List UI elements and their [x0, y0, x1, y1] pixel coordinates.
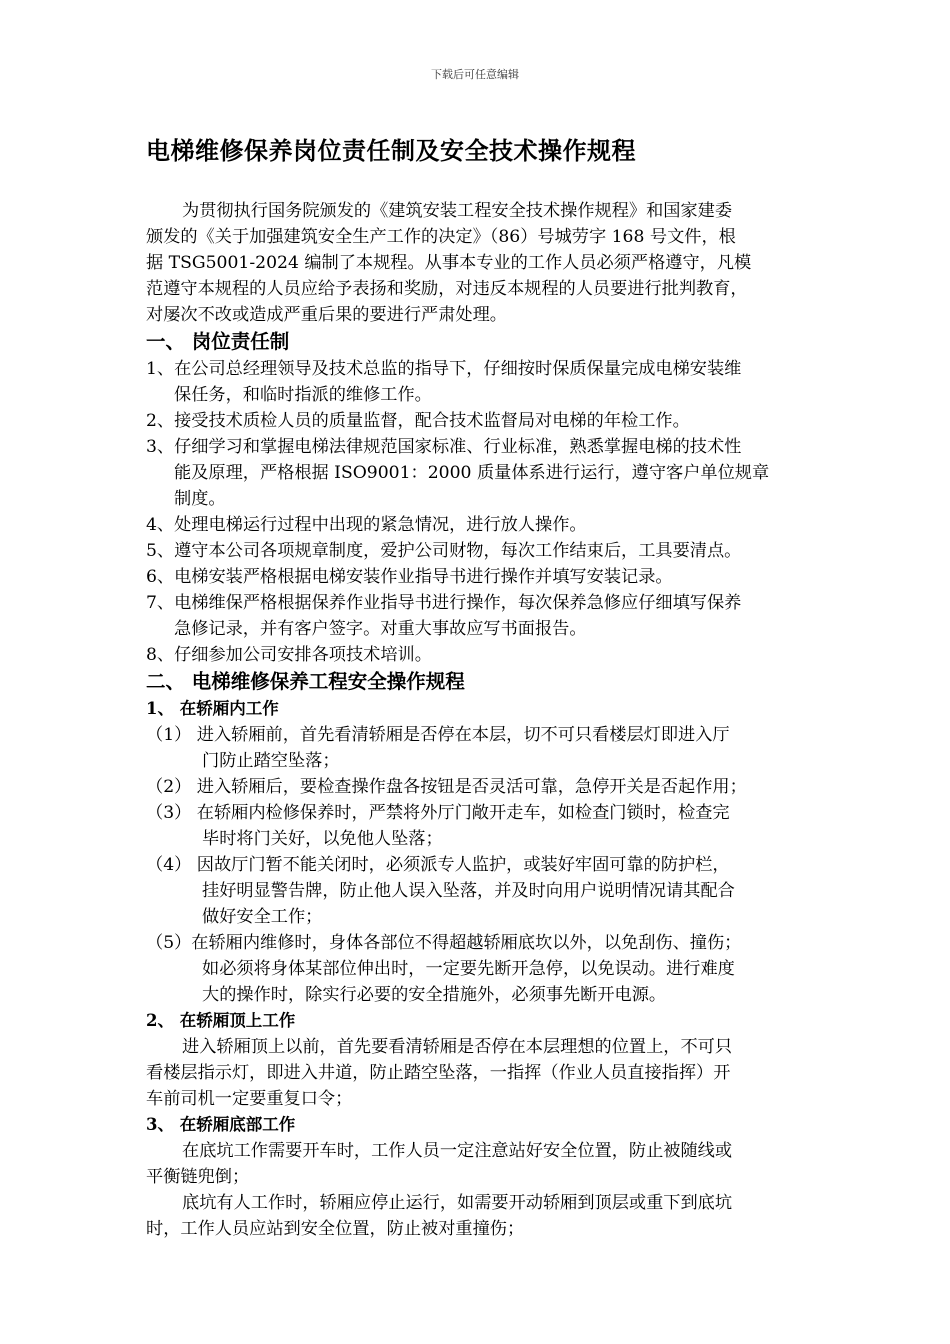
intro-line: 据 TSG5001-2024 编制了本规程。从事本专业的工作人员必须严格遵守，凡模	[146, 253, 752, 273]
duty-item	[146, 642, 818, 668]
duty-line: 2、接受技术质检人员的质量监督，配合技术监督局对电梯的年检工作。	[146, 411, 690, 431]
duty-line: 制度。	[174, 489, 226, 509]
pit-paragraph	[146, 1138, 818, 1190]
duty-item	[146, 512, 818, 538]
paragraph-line: 底坑有人工作时，轿厢应停止运行，如需要开动轿厢到顶层或重下到底坑	[182, 1193, 733, 1213]
duty-item	[146, 538, 818, 564]
paragraph-line: 看楼层指示灯，即进入井道，防止踏空坠落，一指挥（作业人员直接指挥）开	[146, 1063, 731, 1083]
rule-item	[146, 722, 818, 774]
duty-line: 5、遵守本公司各项规章制度，爱护公司财物，每次工作结束后，工具要清点。	[146, 541, 742, 561]
subsection-heading: 2、 在轿厢顶上工作	[146, 1011, 296, 1030]
intro-line: 颁发的《关于加强建筑安全生产工作的决定》（86）号城劳字 168 号文件，根	[146, 227, 736, 247]
paragraph-line: 时，工作人员应站到安全位置，防止被对重撞伤；	[146, 1219, 525, 1239]
intro-paragraph	[146, 198, 818, 328]
pit-paragraph	[146, 1190, 818, 1242]
duty-list	[146, 356, 818, 668]
rule-line: （2） 进入轿厢后，要检查操作盘各按钮是否灵活可靠，急停开关是否起作用；	[146, 777, 747, 797]
rule-item	[146, 800, 818, 852]
rule-item	[146, 774, 818, 800]
paragraph-line: 车前司机一定要重复口令；	[146, 1089, 353, 1109]
page-header: 下载后可任意编辑	[431, 68, 519, 81]
duty-item	[146, 408, 818, 434]
rule-line: （3） 在轿厢内检修保养时，严禁将外厅门敞开走车，如检查门锁时，检查完	[146, 803, 730, 823]
subsection-heading: 3、 在轿厢底部工作	[146, 1115, 296, 1134]
document-body	[146, 198, 818, 1242]
car-work-list	[146, 722, 818, 1008]
rule-line: 如必须将身体某部位伸出时，一定要先断开急停，以免误动。进行难度	[202, 959, 735, 979]
duty-line: 8、仔细参加公司安排各项技术培训。	[146, 645, 432, 665]
intro-line: 为贯彻执行国务院颁发的《建筑安装工程安全技术操作规程》和国家建委	[182, 201, 733, 221]
car-top-paragraph	[146, 1034, 818, 1112]
subsection-heading: 1、 在轿厢内工作	[146, 699, 279, 718]
duty-line: 1、在公司总经理领导及技术总监的指导下，仔细按时保质保量完成电梯安装维	[146, 359, 742, 379]
rule-line: （1） 进入轿厢前，首先看清轿厢是否停在本层，切不可只看楼层灯即进入厅	[146, 725, 730, 745]
section-heading: 二、 电梯维修保养工程安全操作规程	[146, 670, 465, 693]
rule-line: 门防止踏空坠落；	[202, 751, 340, 771]
rule-line: 做好安全工作；	[202, 907, 323, 927]
duty-line: 7、电梯维保严格根据保养作业指导书进行操作，每次保养急修应仔细填写保养	[146, 593, 742, 613]
duty-line: 4、处理电梯运行过程中出现的紧急情况，进行放人操作。	[146, 515, 587, 535]
paragraph-line: 平衡链兜倒；	[146, 1167, 250, 1187]
duty-line: 6、电梯安装严格根据电梯安装作业指导书进行操作并填写安装记录。	[146, 567, 673, 587]
rule-line: 毕时将门关好，以免他人坠落；	[202, 829, 443, 849]
section-heading: 一、 岗位责任制	[146, 330, 290, 353]
intro-line: 对屡次不改或造成严重后果的要进行严肃处理。	[146, 305, 507, 325]
rule-line: （5）在轿厢内维修时，身体各部位不得超越轿厢底坎以外，以免刮伤、撞伤；	[146, 933, 742, 953]
rule-line: 大的操作时，除实行必要的安全措施外，必须事先断开电源。	[202, 985, 667, 1005]
rule-item	[146, 852, 818, 930]
duty-line: 能及原理，严格根据 ISO9001：2000 质量体系进行运行，遵守客户单位规章	[174, 463, 770, 483]
intro-line: 范遵守本规程的人员应给予表扬和奖励，对违反本规程的人员要进行批判教育，	[146, 279, 748, 299]
paragraph-line: 在底坑工作需要开车时，工作人员一定注意站好安全位置，防止被随线或	[182, 1141, 733, 1161]
paragraph-line: 进入轿厢顶上以前，首先要看清轿厢是否停在本层理想的位置上，不可只	[182, 1037, 733, 1057]
duty-item	[146, 356, 818, 408]
duty-item	[146, 564, 818, 590]
duty-item	[146, 590, 818, 642]
duty-line: 保任务，和临时指派的维修工作。	[174, 385, 432, 405]
duty-line: 3、仔细学习和掌握电梯法律规范国家标准、行业标准，熟悉掌握电梯的技术性	[146, 437, 742, 457]
duty-item	[146, 434, 818, 512]
rule-item	[146, 930, 818, 1008]
duty-line: 急修记录，并有客户签字。对重大事故应写书面报告。	[174, 619, 587, 639]
rule-line: （4） 因故厅门暂不能关闭时，必须派专人监护，或装好牢固可靠的防护栏，	[146, 855, 730, 875]
rule-line: 挂好明显警告牌，防止他人误入坠落，并及时向用户说明情况请其配合	[202, 881, 735, 901]
document-title: 电梯维修保养岗位责任制及安全技术操作规程	[146, 136, 636, 165]
